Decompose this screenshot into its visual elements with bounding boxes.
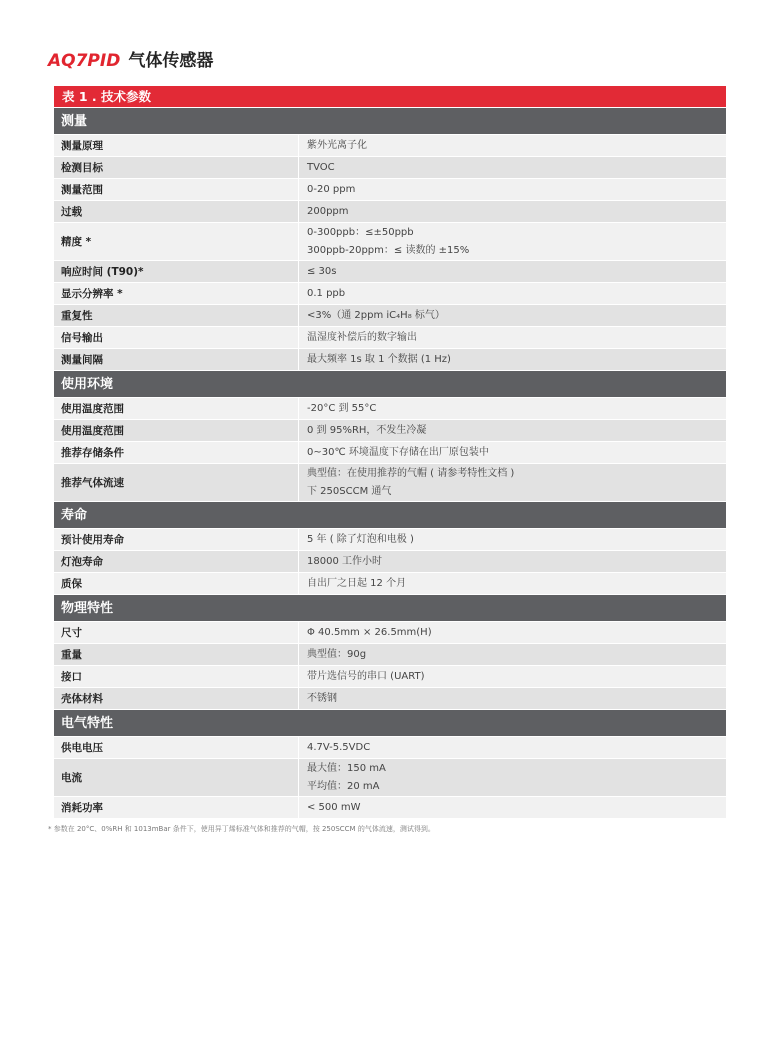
table-row [54,260,726,282]
table-row [54,687,726,709]
row-value [298,622,726,643]
section-heading: 物理特性 [54,594,726,621]
value-line: 300ppb-20ppm：≤ 读数的 ±15% [307,244,470,256]
value-line: 典型值：90g [307,648,367,660]
spec-table [54,86,726,818]
row-label: 测量原理 [61,140,103,152]
row-label: 测量范围 [61,184,103,196]
row-label: 使用温度范围 [61,403,124,415]
section-heading: 寿命 [54,501,726,528]
table-row [54,572,726,594]
table-row [54,326,726,348]
section-heading: 测量 [54,107,726,134]
value-line: 0 到 95%RH，不发生冷凝 [307,424,427,436]
value-line: 200ppm [307,205,349,217]
table-row [54,348,726,370]
row-label: 过载 [61,206,82,218]
row-label: 灯泡寿命 [61,556,103,568]
row-label: 推荐存储条件 [61,447,124,459]
value-line: 紫外光离子化 [307,139,367,151]
table-row [54,200,726,222]
value-line: 下 250SCCM 通气 [307,485,392,497]
row-label: 精度 * [61,236,92,248]
row-label: 检测目标 [61,162,103,174]
row-label: 壳体材料 [61,693,103,705]
table-heading: 表 1 . 技术参数 [54,86,726,107]
value-line: 温湿度补偿后的数字输出 [307,331,417,343]
row-label: 电流 [61,772,82,784]
footnote: * 参数在 20°C、0%RH 和 1013mBar 条件下，使用异丁烯标准气体和推荐的气帽，按 250SCCM 的气体流速，测试得到。 [48,825,435,833]
row-value [298,261,726,282]
table-row [54,178,726,200]
value-line: ≤ 30s [307,265,337,277]
value-line: 最大值：150 mA [307,762,386,774]
row-label: 接口 [61,671,82,683]
table-row [54,796,726,818]
value-line: Φ 40.5mm × 26.5mm(H) [307,626,432,638]
table-row [54,441,726,463]
row-label: 供电电压 [61,742,103,754]
row-value [298,349,726,370]
value-line: 平均值：20 mA [307,780,380,792]
value-line: < 500 mW [307,801,361,813]
table-row [54,463,726,501]
row-value [298,551,726,572]
row-label: 重量 [61,649,82,661]
table-row [54,134,726,156]
row-label: 重复性 [61,310,93,322]
row-value [298,464,726,501]
row-value [298,442,726,463]
value-line: 最大频率 1s 取 1 个数据 (1 Hz) [307,353,451,365]
value-line: 典型值：在使用推荐的气帽 ( 请参考特性文档 ) [307,467,515,479]
row-value [298,737,726,758]
value-line: 0-300ppb：≤±50ppb [307,226,414,238]
row-value [298,529,726,550]
page-title [48,46,213,71]
table-row [54,758,726,796]
row-value [298,157,726,178]
row-value [298,283,726,304]
row-value [298,420,726,441]
row-label: 预计使用寿命 [61,534,124,546]
row-label: 尺寸 [61,627,82,639]
product-name: 气体传感器 [128,51,214,71]
value-line: 0.1 ppb [307,287,346,299]
table-row [54,419,726,441]
table-row [54,643,726,665]
value-line: 自出厂之日起 12 个月 [307,577,407,589]
row-value [298,223,726,260]
table-row [54,397,726,419]
row-label: 消耗功率 [61,802,103,814]
table-row [54,156,726,178]
row-value [298,327,726,348]
value-line: 5 年 ( 除了灯泡和电极 ) [307,533,414,545]
row-label: 信号输出 [61,332,103,344]
row-value [298,759,726,796]
row-label: 响应时间 (T90)* [61,266,144,278]
row-value [298,305,726,326]
row-value [298,201,726,222]
value-line: 带片选信号的串口 (UART) [307,670,425,682]
table-row [54,665,726,687]
value-line: <3%（通 2ppm iC₄H₈ 标气） [307,309,445,321]
row-label: 测量间隔 [61,354,103,366]
value-line: 18000 工作小时 [307,555,382,567]
section-heading: 使用环境 [54,370,726,397]
table-row [54,222,726,260]
value-line: 0~30℃ 环境温度下存储在出厂原包装中 [307,446,489,458]
row-value [298,135,726,156]
value-line: 4.7V-5.5VDC [307,741,371,753]
value-line: 不锈钢 [307,692,337,704]
table-row [54,621,726,643]
table-row [54,550,726,572]
value-line: 0-20 ppm [307,183,356,195]
table-row [54,736,726,758]
row-label: 使用温度范围 [61,425,124,437]
row-label: 显示分辨率 * [61,288,123,300]
table-row [54,304,726,326]
row-value [298,644,726,665]
row-value [298,688,726,709]
brand-name: AQ7PID [48,51,121,71]
row-value [298,797,726,818]
row-value [298,398,726,419]
section-heading: 电气特性 [54,709,726,736]
row-label: 质保 [61,578,82,590]
row-value [298,179,726,200]
row-value [298,573,726,594]
value-line: TVOC [307,161,335,173]
table-row [54,282,726,304]
row-value [298,666,726,687]
table-row [54,528,726,550]
value-line: -20°C 到 55°C [307,402,377,414]
row-label: 推荐气体流速 [61,477,124,489]
